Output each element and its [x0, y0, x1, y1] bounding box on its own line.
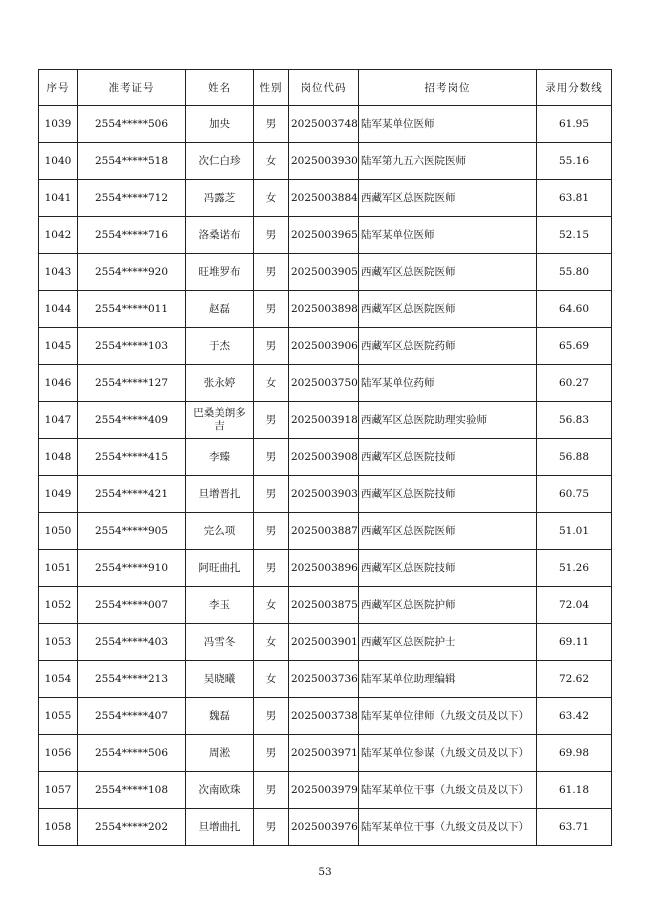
- cell-post-code: 2025003930: [289, 143, 359, 180]
- cell-score: 69.11: [537, 624, 612, 661]
- cell-score: 64.60: [537, 291, 612, 328]
- cell-score: 69.98: [537, 735, 612, 772]
- table-row: [39, 402, 612, 439]
- table-row: [39, 106, 612, 143]
- cell-ticket: 2554*****716: [78, 217, 186, 254]
- cell-seq: 1057: [39, 772, 78, 809]
- cell-ticket: 2554*****011: [78, 291, 186, 328]
- cell-ticket: 2554*****403: [78, 624, 186, 661]
- cell-post-code: 2025003918: [289, 402, 359, 439]
- cell-ticket: 2554*****202: [78, 809, 186, 846]
- cell-ticket: 2554*****103: [78, 328, 186, 365]
- cell-score: 61.18: [537, 772, 612, 809]
- cell-score: 65.69: [537, 328, 612, 365]
- table-row: [39, 587, 612, 624]
- cell-seq: 1045: [39, 328, 78, 365]
- cell-ticket: 2554*****421: [78, 476, 186, 513]
- cell-seq: 1053: [39, 624, 78, 661]
- cell-post: 西藏军区总医院医师: [359, 254, 537, 291]
- table-row: [39, 735, 612, 772]
- header-ticket: 准考证号: [78, 70, 186, 106]
- cell-ticket: 2554*****108: [78, 772, 186, 809]
- cell-name: 于杰: [186, 328, 254, 365]
- cell-name: 旦增晋扎: [186, 476, 254, 513]
- cell-score: 60.27: [537, 365, 612, 402]
- cell-post: 陆军某单位医师: [359, 106, 537, 143]
- cell-ticket: 2554*****007: [78, 587, 186, 624]
- cell-score: 56.83: [537, 402, 612, 439]
- cell-seq: 1050: [39, 513, 78, 550]
- cell-score: 51.26: [537, 550, 612, 587]
- cell-seq: 1056: [39, 735, 78, 772]
- cell-seq: 1041: [39, 180, 78, 217]
- cell-seq: 1058: [39, 809, 78, 846]
- cell-gender: 男: [254, 809, 289, 846]
- cell-post: 西藏军区总医院医师: [359, 513, 537, 550]
- cell-post: 陆军某单位参谋（九级文员及以下）: [359, 735, 537, 772]
- cell-name: 李臻: [186, 439, 254, 476]
- cell-seq: 1047: [39, 402, 78, 439]
- cell-gender: 女: [254, 365, 289, 402]
- cell-post-code: 2025003901: [289, 624, 359, 661]
- cell-seq: 1055: [39, 698, 78, 735]
- cell-name: 洛桑诺布: [186, 217, 254, 254]
- cell-seq: 1044: [39, 291, 78, 328]
- cell-ticket: 2554*****415: [78, 439, 186, 476]
- cell-name: 加央: [186, 106, 254, 143]
- cell-name: 旦增曲扎: [186, 809, 254, 846]
- table-row: [39, 365, 612, 402]
- cell-seq: 1054: [39, 661, 78, 698]
- cell-name: 阿旺曲扎: [186, 550, 254, 587]
- table-row: [39, 772, 612, 809]
- cell-post: 西藏军区总医院技师: [359, 439, 537, 476]
- cell-score: 52.15: [537, 217, 612, 254]
- header-name: 姓名: [186, 70, 254, 106]
- cell-gender: 男: [254, 476, 289, 513]
- table-row: [39, 809, 612, 846]
- cell-ticket: 2554*****920: [78, 254, 186, 291]
- header-score: 录用分数线: [537, 70, 612, 106]
- cell-post-code: 2025003748: [289, 106, 359, 143]
- cell-name: 李玉: [186, 587, 254, 624]
- cell-score: 72.04: [537, 587, 612, 624]
- cell-post-code: 2025003736: [289, 661, 359, 698]
- cell-name: 周淞: [186, 735, 254, 772]
- cell-ticket: 2554*****506: [78, 735, 186, 772]
- cell-gender: 男: [254, 698, 289, 735]
- cell-ticket: 2554*****407: [78, 698, 186, 735]
- cell-ticket: 2554*****409: [78, 402, 186, 439]
- cell-name: 魏磊: [186, 698, 254, 735]
- cell-post-code: 2025003906: [289, 328, 359, 365]
- cell-post-code: 2025003979: [289, 772, 359, 809]
- cell-ticket: 2554*****213: [78, 661, 186, 698]
- cell-ticket: 2554*****518: [78, 143, 186, 180]
- cell-post: 陆军某单位干事（九级文员及以下）: [359, 809, 537, 846]
- cell-name: 冯雪冬: [186, 624, 254, 661]
- cell-post: 西藏军区总医院医师: [359, 180, 537, 217]
- cell-gender: 男: [254, 254, 289, 291]
- cell-post-code: 2025003908: [289, 439, 359, 476]
- cell-post: 陆军某单位医师: [359, 217, 537, 254]
- cell-name: 完么项: [186, 513, 254, 550]
- cell-seq: 1043: [39, 254, 78, 291]
- header-row: [39, 70, 612, 106]
- cell-post: 西藏军区总医院药师: [359, 328, 537, 365]
- table-row: [39, 624, 612, 661]
- cell-gender: 男: [254, 291, 289, 328]
- results-table: [38, 69, 612, 846]
- table-row: [39, 661, 612, 698]
- cell-score: 55.16: [537, 143, 612, 180]
- cell-score: 63.81: [537, 180, 612, 217]
- cell-post-code: 2025003887: [289, 513, 359, 550]
- cell-post: 陆军某单位律师（九级文员及以下）: [359, 698, 537, 735]
- header-post-code: 岗位代码: [289, 70, 359, 106]
- cell-name: 吴晓曦: [186, 661, 254, 698]
- cell-name: 次南欧珠: [186, 772, 254, 809]
- cell-gender: 男: [254, 217, 289, 254]
- cell-gender: 男: [254, 439, 289, 476]
- cell-post-code: 2025003875: [289, 587, 359, 624]
- cell-post: 西藏军区总医院医师: [359, 291, 537, 328]
- table-row: [39, 698, 612, 735]
- cell-score: 61.95: [537, 106, 612, 143]
- cell-post-code: 2025003738: [289, 698, 359, 735]
- cell-post: 陆军某单位药师: [359, 365, 537, 402]
- cell-score: 63.71: [537, 809, 612, 846]
- page-number: 53: [318, 866, 332, 878]
- cell-post-code: 2025003905: [289, 254, 359, 291]
- table-body: [39, 106, 612, 846]
- header-post: 招考岗位: [359, 70, 537, 106]
- cell-seq: 1042: [39, 217, 78, 254]
- table-row: [39, 328, 612, 365]
- cell-name: 次仁白珍: [186, 143, 254, 180]
- cell-name: 赵磊: [186, 291, 254, 328]
- cell-score: 55.80: [537, 254, 612, 291]
- cell-seq: 1052: [39, 587, 78, 624]
- cell-gender: 男: [254, 328, 289, 365]
- cell-score: 56.88: [537, 439, 612, 476]
- table-row: [39, 143, 612, 180]
- table-row: [39, 513, 612, 550]
- cell-post-code: 2025003965: [289, 217, 359, 254]
- cell-name: 旺堆罗布: [186, 254, 254, 291]
- cell-seq: 1049: [39, 476, 78, 513]
- cell-score: 72.62: [537, 661, 612, 698]
- cell-gender: 女: [254, 180, 289, 217]
- cell-seq: 1039: [39, 106, 78, 143]
- cell-gender: 女: [254, 661, 289, 698]
- cell-gender: 女: [254, 143, 289, 180]
- cell-name: 巴桑美朗多吉: [186, 402, 254, 439]
- cell-seq: 1051: [39, 550, 78, 587]
- cell-ticket: 2554*****905: [78, 513, 186, 550]
- cell-gender: 男: [254, 772, 289, 809]
- cell-score: 60.75: [537, 476, 612, 513]
- cell-post: 陆军第九五六医院医师: [359, 143, 537, 180]
- cell-post-code: 2025003976: [289, 809, 359, 846]
- cell-name: 张永婷: [186, 365, 254, 402]
- cell-gender: 男: [254, 550, 289, 587]
- cell-gender: 男: [254, 106, 289, 143]
- cell-post-code: 2025003898: [289, 291, 359, 328]
- cell-seq: 1048: [39, 439, 78, 476]
- cell-ticket: 2554*****712: [78, 180, 186, 217]
- header-gender: 性别: [254, 70, 289, 106]
- cell-post: 陆军某单位助理编辑: [359, 661, 537, 698]
- cell-post: 西藏军区总医院护士: [359, 624, 537, 661]
- cell-score: 63.42: [537, 698, 612, 735]
- header-seq: 序号: [39, 70, 78, 106]
- cell-post-code: 2025003896: [289, 550, 359, 587]
- table-row: [39, 439, 612, 476]
- cell-score: 51.01: [537, 513, 612, 550]
- cell-ticket: 2554*****506: [78, 106, 186, 143]
- table-header: [39, 70, 612, 106]
- cell-seq: 1040: [39, 143, 78, 180]
- table-row: [39, 180, 612, 217]
- cell-post-code: 2025003884: [289, 180, 359, 217]
- cell-post: 西藏军区总医院护师: [359, 587, 537, 624]
- cell-gender: 女: [254, 624, 289, 661]
- table-row: [39, 476, 612, 513]
- cell-post: 西藏军区总医院助理实验师: [359, 402, 537, 439]
- cell-gender: 女: [254, 587, 289, 624]
- cell-post: 西藏军区总医院技师: [359, 550, 537, 587]
- cell-post-code: 2025003750: [289, 365, 359, 402]
- cell-post-code: 2025003971: [289, 735, 359, 772]
- table-row: [39, 217, 612, 254]
- cell-gender: 男: [254, 735, 289, 772]
- table-row: [39, 550, 612, 587]
- cell-ticket: 2554*****127: [78, 365, 186, 402]
- cell-seq: 1046: [39, 365, 78, 402]
- table-row: [39, 291, 612, 328]
- cell-gender: 男: [254, 513, 289, 550]
- cell-post: 陆军某单位干事（九级文员及以下）: [359, 772, 537, 809]
- cell-post-code: 2025003903: [289, 476, 359, 513]
- table-row: [39, 254, 612, 291]
- cell-name: 冯露芝: [186, 180, 254, 217]
- cell-ticket: 2554*****910: [78, 550, 186, 587]
- cell-post: 西藏军区总医院技师: [359, 476, 537, 513]
- cell-gender: 男: [254, 402, 289, 439]
